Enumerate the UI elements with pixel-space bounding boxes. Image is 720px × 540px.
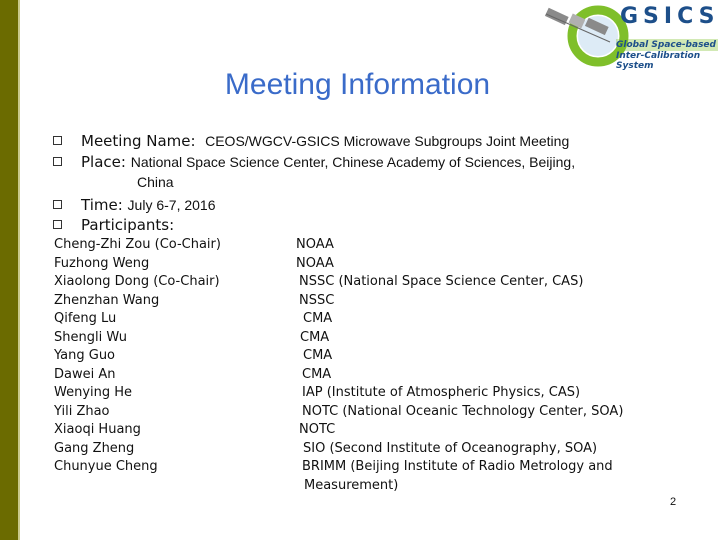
bullet-label: Participants:: [81, 216, 175, 234]
participant-name: Qifeng Lu: [54, 311, 117, 326]
place-continuation: China: [137, 174, 174, 190]
bullet-value: July 6-7, 2016: [127, 197, 216, 213]
logo-subtitle-2: Inter-Calibration System: [616, 51, 701, 71]
participant-org: NOAA: [296, 255, 334, 271]
participant-org: NOAA: [296, 237, 334, 252]
participant-name: Yang Guo: [54, 348, 116, 363]
bullet-square-icon: [53, 220, 62, 229]
participant-org: CMA: [303, 311, 333, 326]
participant-name: Zhenzhan Wang: [54, 292, 160, 308]
participant-org: CMA: [302, 366, 332, 382]
participant-org: IAP (Institute of Atmospheric Physics, CAS): [302, 385, 581, 400]
participant-name: Dawei An: [54, 366, 116, 382]
participant-names: [54, 236, 221, 477]
bullet-value: National Space Science Center, Chinese Academy of Sciences, Beijing,: [130, 154, 576, 170]
bullet-label: Meeting Name:: [81, 132, 196, 150]
bullet-square-icon: [53, 157, 62, 166]
participant-org: CMA: [300, 329, 330, 345]
bullet-value: CEOS/WGCV-GSICS Microwave Subgroups Joint Meeting: [205, 133, 570, 149]
participant-org: Measurement): [304, 477, 399, 493]
participant-name: Wenying He: [54, 385, 133, 400]
page-number: 2: [670, 496, 677, 508]
logo-text: GSICS: [620, 4, 720, 29]
participant-orgs: [296, 236, 623, 495]
participant-name: Chunyue Cheng: [54, 459, 158, 474]
participant-name: Gang Zheng: [54, 440, 135, 456]
participant-org: NSSC: [299, 292, 335, 308]
logo-subtitle-1: Global Space-based: [616, 40, 716, 50]
slide-title: Meeting Information: [224, 68, 491, 101]
participant-name: Fuzhong Weng: [54, 255, 150, 271]
participant-org: NOTC: [299, 422, 336, 437]
gsics-logo: [540, 2, 720, 71]
bullet-label: Time:: [81, 196, 123, 214]
bullet-square-icon: [53, 136, 62, 145]
participant-name: Shengli Wu: [54, 329, 127, 345]
participant-org: SIO (Second Institute of Oceanography, SOA): [303, 440, 598, 456]
participant-org: NOTC (National Oceanic Technology Center, SOA): [302, 403, 624, 419]
participant-name: Cheng-Zhi Zou (Co-Chair): [54, 237, 221, 252]
participant-name: Xiaoqi Huang: [54, 422, 141, 437]
bullet-square-icon: [53, 200, 62, 209]
participant-org: NSSC (National Space Science Center, CAS): [299, 274, 584, 289]
participant-org: BRIMM (Beijing Institute of Radio Metrology and: [302, 459, 613, 474]
participant-name: Yili Zhao: [54, 403, 110, 419]
participant-org: CMA: [303, 348, 333, 363]
bullet-label: Place:: [81, 153, 126, 171]
participant-name: Xiaolong Dong (Co-Chair): [54, 274, 220, 289]
